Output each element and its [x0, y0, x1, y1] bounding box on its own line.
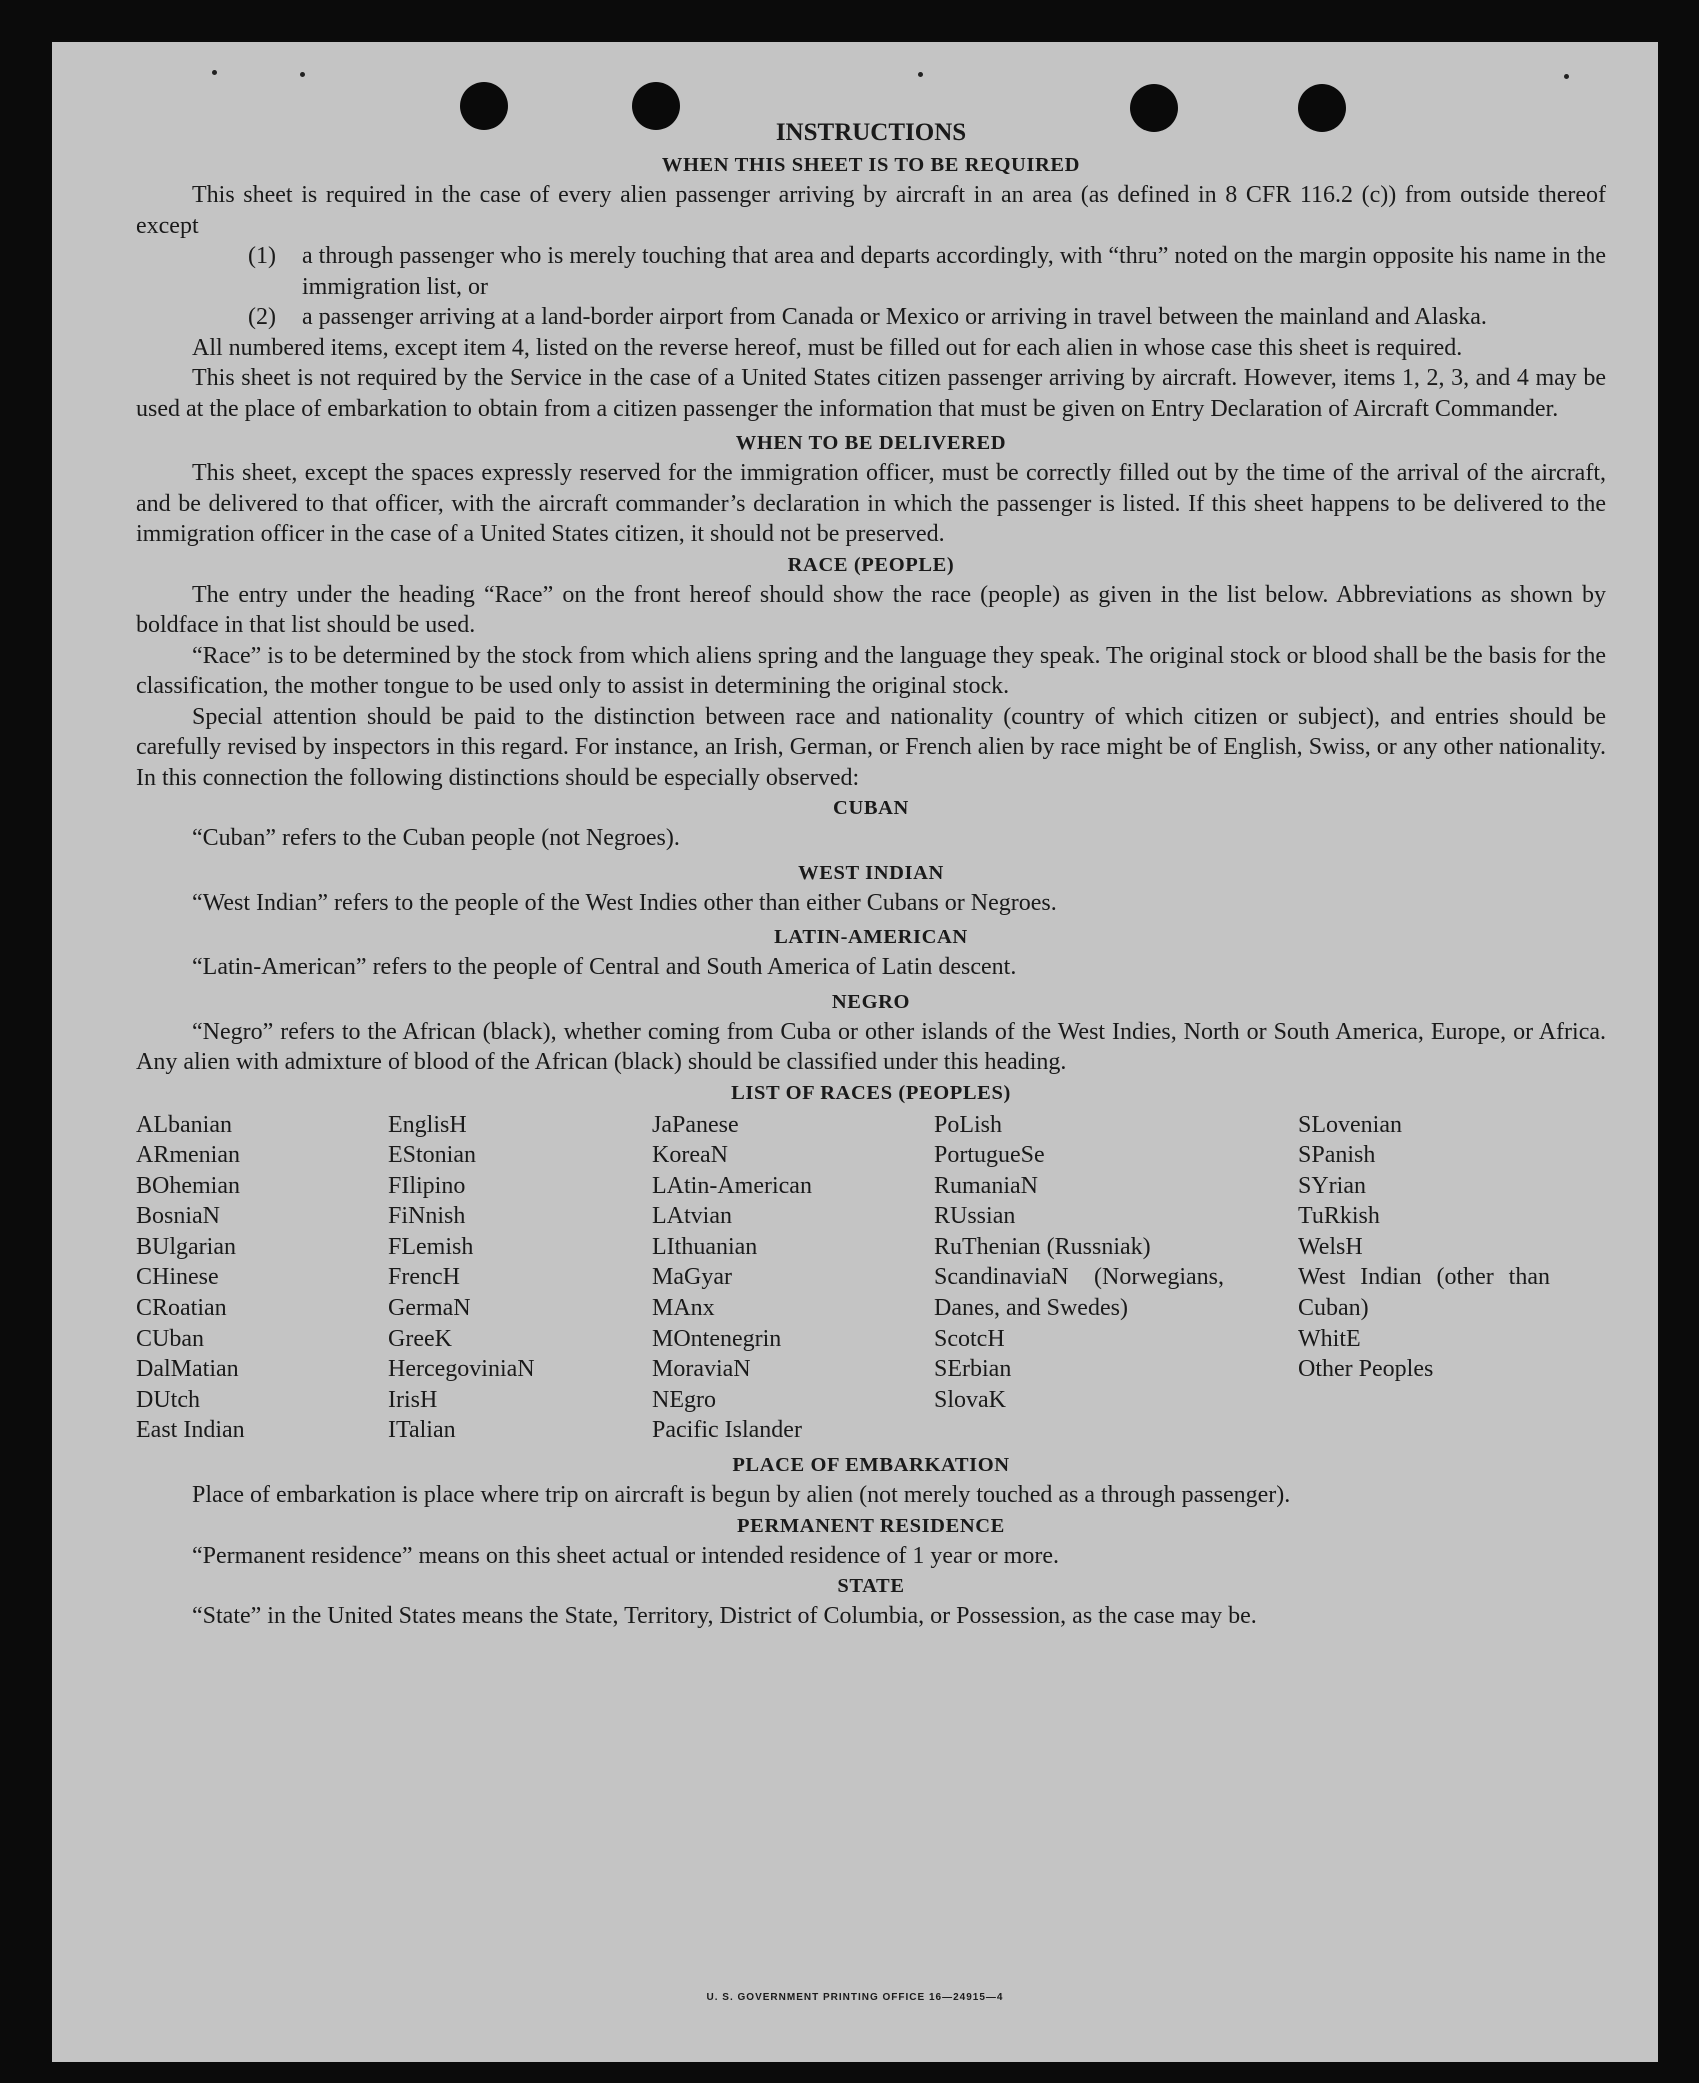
list-item: RuThenian (Russniak) [934, 1233, 1151, 1260]
paragraph: The entry under the heading “Race” on the front hereof should show the race (people) as given in the list below. Abbreviations as shown by boldface in that list should be used. [136, 581, 1606, 638]
paragraph: “West Indian” refers to the people of the West Indies other than either Cubans or Negroes. [192, 889, 1057, 916]
paragraph: “State” in the United States means the State, Territory, District of Columbia, or Possession, as the case may be. [192, 1603, 1257, 1630]
list-item: HercegoviniaN [388, 1356, 535, 1383]
list-item: Pacific Islander [652, 1417, 802, 1444]
list-item: KoreaN [652, 1142, 728, 1169]
paragraph: This sheet is not required by the Service in the case of a United States citizen passenger arriving by aircraft. However, items 1, 2, 3, and 4 may be used at the place of embarkation to obtain from a citizen passenger the information that must be given on Entry Declaration of Aircraft Commander. [136, 365, 1606, 422]
list-item: DalMatian [136, 1356, 239, 1383]
list-item: FiNnish [388, 1203, 466, 1230]
heading-embarkation: PLACE OF EMBARKATION [732, 1454, 1010, 1477]
list-item: PortugueSe [934, 1142, 1045, 1169]
list-item: MOntenegrin [652, 1325, 782, 1352]
list-item: FIlipino [388, 1172, 466, 1199]
paragraph: “Cuban” refers to the Cuban people (not Negroes). [192, 825, 680, 851]
list-item: East Indian [136, 1417, 245, 1444]
list-item: CRoatian [136, 1295, 227, 1322]
list-item: West Indian (other than Cuban) [1298, 1264, 1550, 1322]
paragraph: “Negro” refers to the African (black), whether coming from Cuba or other islands of the West Indies, North or South America, Europe, or Africa. Any alien with admixture of blood of the African (black) should be classified under this heading. [136, 1018, 1606, 1075]
list-item: JaPanese [652, 1111, 739, 1138]
list-item: (1) a through passenger who is merely touching that area and departs accordingly, with “thru” noted on the margin opposite his name in the immigration list, or [248, 243, 1606, 300]
list-item: TuRkish [1298, 1203, 1380, 1230]
heading-when-delivered: WHEN TO BE DELIVERED [735, 432, 1007, 454]
paragraph: This sheet is required in the case of every alien passenger arriving by aircraft in an area (as defined in 8 CFR 116.2 (c)) from outside thereof except [136, 182, 1606, 239]
paragraph: All numbered items, except item 4, listed on the reverse hereof, must be filled out for each alien in whose case this sheet is required. [192, 334, 1463, 361]
races-column [652, 1110, 934, 1447]
races-list [136, 1110, 1606, 1447]
list-item: CHinese [136, 1264, 219, 1291]
list-item: BOhemian [136, 1172, 240, 1199]
paragraph: “Latin-American” refers to the people of Central and South America of Latin descent. [192, 954, 1017, 980]
list-item: SYrian [1298, 1172, 1366, 1199]
list-item: BUlgarian [136, 1233, 236, 1260]
list-item: FrencH [388, 1264, 460, 1291]
list-item: (2) a passenger arriving at a land-border airport from Canada or Mexico or arriving in travel between the mainland and Alaska. [248, 304, 1487, 330]
races-column [136, 1110, 388, 1447]
list-item: SLovenian [1298, 1111, 1402, 1138]
heading-when-required: WHEN THIS SHEET IS TO BE REQUIRED [661, 154, 1081, 176]
heading-permanent-residence: PERMANENT RESIDENCE [737, 1514, 1005, 1537]
heading-race: RACE (PEOPLE) [787, 553, 955, 576]
paragraph: “Race” is to be determined by the stock from which aliens spring and the language they speak. The original stock or blood shall be the basis for the classification, the mother tongue to be used only to assist in determining the original stock. [136, 642, 1606, 699]
list-item: GermaN [388, 1295, 471, 1322]
list-item: FLemish [388, 1233, 474, 1260]
page-title: INSTRUCTIONS [775, 119, 967, 146]
list-item: ScandinaviaN (Norwegians, Danes, and Swedes) [934, 1264, 1224, 1322]
list-item: SlovaK [934, 1386, 1006, 1413]
speck [918, 72, 923, 77]
list-item: MaGyar [652, 1264, 732, 1291]
paragraph: Place of embarkation is place where trip on aircraft is begun by alien (not merely touched as a through passenger). [192, 1482, 1291, 1509]
list-item: MAnx [652, 1295, 715, 1322]
list-item: Other Peoples [1298, 1356, 1434, 1383]
list-item: SErbian [934, 1356, 1012, 1383]
list-item: WhitE [1298, 1325, 1361, 1352]
list-item: RUssian [934, 1203, 1016, 1230]
list-item: LAtin-American [652, 1172, 812, 1199]
list-item: WelsH [1298, 1233, 1363, 1260]
paragraph: “Permanent residence” means on this sheet actual or intended residence of 1 year or more. [192, 1542, 1059, 1569]
list-item: EnglisH [388, 1111, 467, 1138]
list-item: MoraviaN [652, 1356, 751, 1383]
list-item: ALbanian [136, 1111, 232, 1138]
list-item: ITalian [388, 1417, 456, 1444]
heading-latin-american: LATIN-AMERICAN [774, 926, 968, 948]
speck [212, 70, 217, 75]
heading-west-indian: WEST INDIAN [798, 861, 944, 884]
instructions-content [136, 116, 1606, 1632]
speck [300, 72, 305, 77]
list-item: IrisH [388, 1386, 438, 1413]
list-item: DUtch [136, 1386, 200, 1413]
races-column [1298, 1110, 1558, 1447]
list-item: LIthuanian [652, 1233, 758, 1260]
list-item: EStonian [388, 1142, 476, 1169]
heading-cuban: CUBAN [833, 797, 909, 819]
list-item: LAtvian [652, 1203, 732, 1230]
heading-state: STATE [837, 1575, 905, 1598]
list-item: NEgro [652, 1386, 716, 1413]
list-item: ARmenian [136, 1142, 240, 1169]
paragraph: This sheet, except the spaces expressly reserved for the immigration officer, must be correctly filled out by the time of the arrival of the aircraft, and be delivered to that officer, with the aircraft commander’s declaration in which the passenger is listed. If this sheet happens to be delivered to the immigration officer in the case of a United States citizen, it should not be preserved. [136, 460, 1606, 547]
races-column [388, 1110, 652, 1447]
heading-list-of-races: LIST OF RACES (PEOPLES) [731, 1081, 1011, 1104]
list-item: ScotcH [934, 1325, 1005, 1352]
paragraph: Special attention should be paid to the distinction between race and nationality (country of which citizen or subject), and entries should be carefully revised by inspectors in this regard. For instance, an Irish, German, or French alien by race might be of English, Swiss, or any other nationality. In this connection the following distinctions should be especially observed: [136, 703, 1606, 791]
list-item: CUban [136, 1325, 204, 1352]
list-item: SPanish [1298, 1142, 1376, 1169]
list-item: PoLish [934, 1111, 1003, 1138]
document-page [52, 42, 1658, 2062]
speck [1564, 74, 1569, 79]
list-item: RumaniaN [934, 1172, 1038, 1199]
races-column [934, 1110, 1298, 1447]
heading-negro: NEGRO [831, 990, 911, 1013]
printer-imprint: U. S. GOVERNMENT PRINTING OFFICE 16—24915—4 [706, 1992, 1004, 2003]
list-item: BosniaN [136, 1203, 220, 1230]
list-item: GreeK [388, 1325, 452, 1352]
